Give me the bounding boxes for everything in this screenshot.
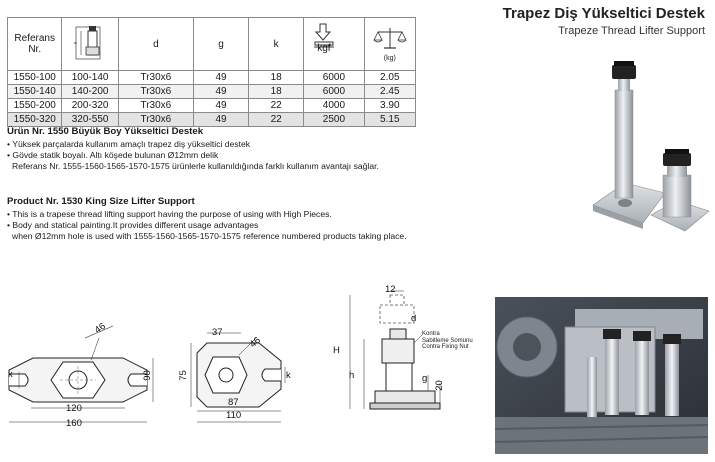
dim-d-3: d <box>411 313 417 324</box>
nut-label-tr-2: Sabitleme Somunu <box>422 337 473 344</box>
cell-k: 22 <box>249 113 304 127</box>
table-header-row <box>8 18 416 71</box>
dim-height-2: 75 <box>177 370 189 381</box>
table-row <box>8 99 416 113</box>
cell-kgf: 6000 <box>304 71 364 85</box>
header-range-icon <box>62 18 118 71</box>
dim-H-3: H <box>333 345 340 356</box>
header-k: k <box>249 18 304 71</box>
description-tr-line: • Yüksek parçalarda kullanım amaçlı trapez diş yükseltici destek <box>7 139 251 149</box>
cell-kgf: 2500 <box>304 113 364 127</box>
cell-k: 22 <box>249 99 304 113</box>
nut-label <box>422 331 473 351</box>
cell-kgf: 6000 <box>304 85 364 99</box>
cell-d: Tr30x6 <box>118 113 193 127</box>
header-kgf-label: kgf <box>317 43 331 54</box>
dim-top-2: 37 <box>212 327 223 338</box>
cell-kg: 2.45 <box>364 85 415 99</box>
dim-inner-2: 87 <box>228 397 239 408</box>
description-tr-line: • Gövde statik boyalı. Altı köşede bulunan Ø12mm delik <box>7 150 219 160</box>
cell-range: 320-550 <box>62 113 118 127</box>
description-tr-line: Referans Nr. 1555-1560-1565-1570-1575 ürünlerle kullanıldığında farklı kullanım avantajı sağlar. <box>12 161 379 171</box>
dim-diag-1: 46 <box>92 320 108 337</box>
nut-label-tr-1: Kontra <box>422 331 440 337</box>
dim-top-3: 12 <box>385 284 396 295</box>
table-row <box>8 85 416 99</box>
cell-kgf: 4000 <box>304 99 364 113</box>
table-row <box>8 71 416 85</box>
header-weight <box>364 18 415 71</box>
cell-d: Tr30x6 <box>118 85 193 99</box>
page-title: Trapez Diş Yükseltici Destek <box>502 5 705 22</box>
dim-inner-1: 120 <box>66 403 82 414</box>
description-tr-heading: Ürün Nr. 1550 Büyük Boy Yükseltici Destek <box>7 126 204 137</box>
table-row <box>8 113 416 127</box>
header-kg-label: (kg) <box>383 55 396 62</box>
nut-label-en: Contra Fixing Nut <box>422 344 469 350</box>
header-ref: Referans Nr. <box>8 18 62 71</box>
cell-ref: 1550-140 <box>8 85 62 99</box>
product-image <box>585 55 710 235</box>
usage-photo <box>495 297 708 454</box>
cell-range: 140-200 <box>62 85 118 99</box>
cell-range: 100-140 <box>62 71 118 85</box>
cell-k: 18 <box>249 85 304 99</box>
scale-icon <box>372 26 408 52</box>
dim-diag-2: 46 <box>247 334 263 351</box>
header-g: g <box>193 18 248 71</box>
description-en <box>7 196 407 242</box>
cell-k: 18 <box>249 71 304 85</box>
cell-g: 49 <box>193 113 248 127</box>
header-kgf <box>304 18 364 71</box>
dim-g-3: g <box>422 373 428 384</box>
cell-d: Tr30x6 <box>118 71 193 85</box>
dim-outer-2: 110 <box>226 410 242 421</box>
cell-g: 49 <box>193 85 248 99</box>
cell-ref: 1550-200 <box>8 99 62 113</box>
cell-range: 200-320 <box>62 99 118 113</box>
description-en-heading: Product Nr. 1530 King Size Lifter Support <box>7 196 195 207</box>
header-d: d <box>118 18 193 71</box>
dim-base-3: 20 <box>433 380 445 391</box>
cell-ref: 1550-100 <box>8 71 62 85</box>
cell-ref: 1550-320 <box>8 113 62 127</box>
description-en-line: • Body and statical painting.It provides different usage advantages <box>7 220 259 230</box>
dim-k-1: k <box>8 369 13 380</box>
cell-kg: 2.05 <box>364 71 415 85</box>
usage-photo-illustration <box>495 297 708 454</box>
description-en-line: • This is a trapese thread lifting support having the purpose of using with High Pieces. <box>7 209 332 219</box>
dim-height-1: 90 <box>141 370 153 381</box>
spec-table <box>7 17 416 127</box>
page-subtitle: Trapeze Thread Lifter Support <box>558 25 705 37</box>
cell-kg: 5.15 <box>364 113 415 127</box>
cell-g: 49 <box>193 99 248 113</box>
cell-g: 49 <box>193 71 248 85</box>
cell-kg: 3.90 <box>364 99 415 113</box>
dim-k-2: k <box>286 370 291 381</box>
description-en-line: when Ø12mm hole is used with 1555-1560-1565-1570-1575 reference numbered products taking place. <box>12 231 407 241</box>
dim-outer-1: 160 <box>66 418 82 429</box>
lifter-height-icon <box>70 23 110 63</box>
description-tr <box>7 126 379 172</box>
svg-text:=: = <box>74 40 78 47</box>
cell-d: Tr30x6 <box>118 99 193 113</box>
dim-h-3: h <box>349 370 355 381</box>
